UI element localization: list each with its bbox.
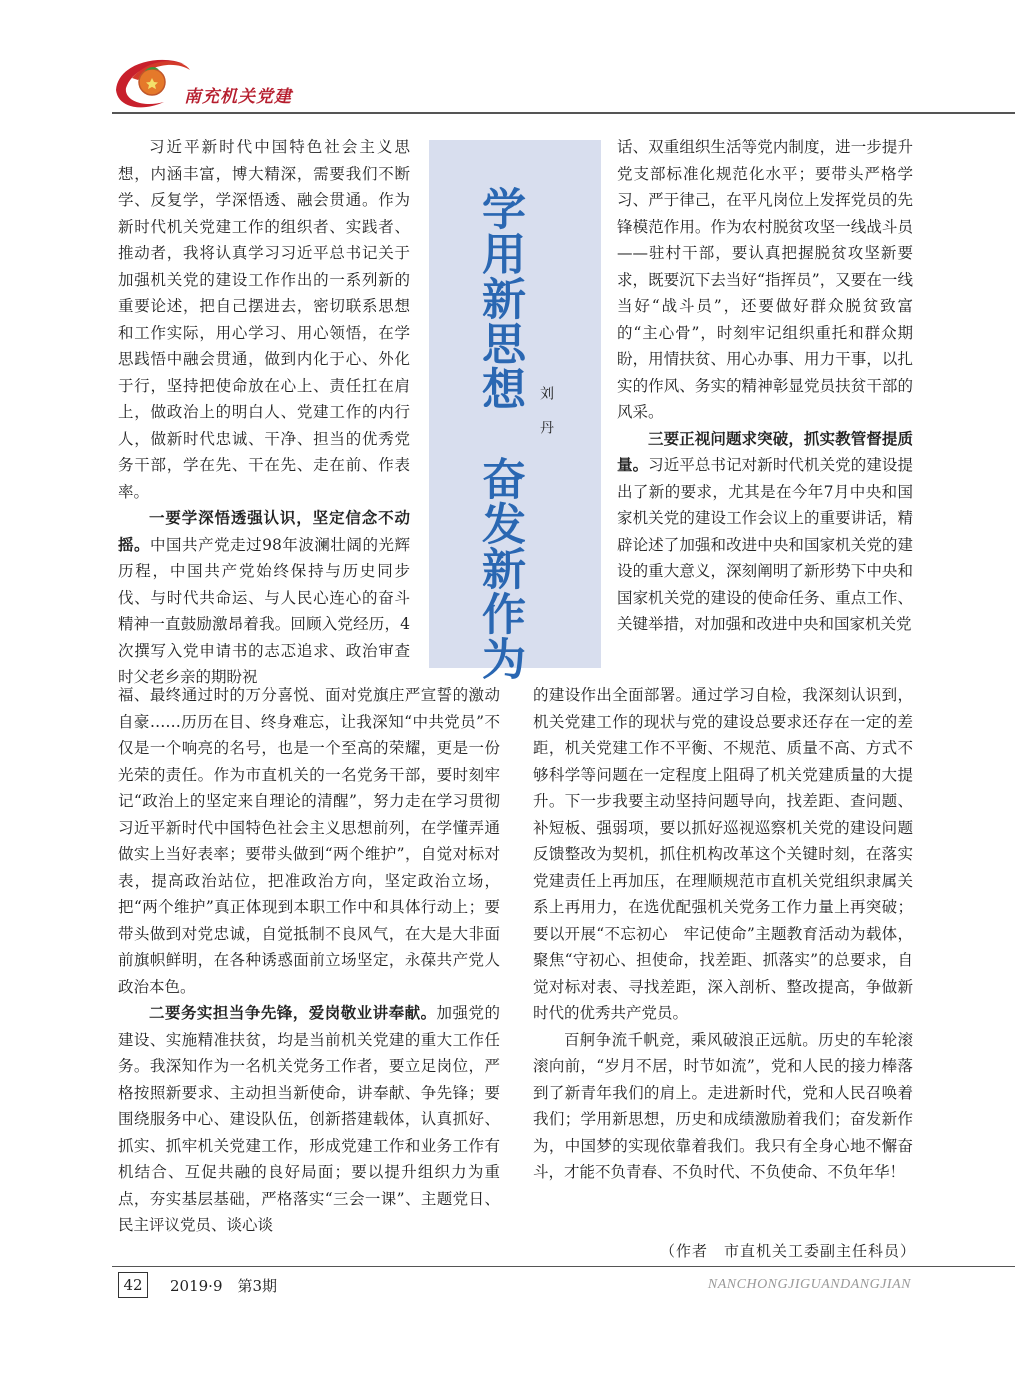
issue-info: 2019·9 第3期 bbox=[170, 1277, 278, 1295]
section-two-heading: 二要务实担当争先锋，爱岗敬业讲奉献。 bbox=[149, 1004, 437, 1022]
section-three-heading: 三要正视问题求突破，抓实教管督提质量。 bbox=[617, 429, 913, 474]
page-number: 42 bbox=[118, 1272, 148, 1298]
right-column-top bbox=[617, 134, 913, 638]
article-title: 学用新思想 奋发新作为 bbox=[474, 186, 525, 681]
section-one-paragraph bbox=[118, 505, 410, 691]
section-two-continued: 话、双重组织生活等党内制度，进一步提升党支部标准化规范化水平；要带头严格学习、严于律己，在平凡岗位上发挥党员的先锋模范作用。作为农村脱贫攻坚一线战斗员——驻村干部，要认真把握脱贫攻坚新要求，既要沉下去当好“指挥员”，又要在一线当好“战斗员”，还要做好群众脱贫致富的“主心骨”，时刻牢记组织重托和群众期盼，用情扶贫、用心办事、用力干事，以扎实的作风、务实的精神彰显党员扶贫干部的风采。 bbox=[617, 138, 913, 421]
left-column-bottom bbox=[118, 682, 500, 1239]
author-credit: （作者 市直机关工委副主任科员） bbox=[660, 1242, 917, 1260]
section-three-continued: 的建设作出全面部署。通过学习自检，我深刻认识到，机关党建工作的现状与党的建设总要求还存在一定的差距，机关党建工作不平衡、不规范、质量不高、方式不够科学等问题在一定程度上阻碍了机关党建质量的大提升。下一步我要主动坚持问题导向，找差距、查问题、补短板、强弱项，要以抓好巡视巡察机关党的建设问题反馈整改为契机，抓住机构改革这个关键时刻，在落实党建责任上再加压，在理顺规范市直机关党组织隶属关系上再用力，在选优配强机关党务工作力量上再突破；要以开展“不忘初心 牢记使命”主题教育活动为载体，聚焦“守初心、担使命，找差距、抓落实”的总要求，自觉对标对表、寻找差距，深入剖析、整改提高，争做新时代的优秀共产党员。 bbox=[533, 686, 913, 1022]
section-three-paragraph bbox=[617, 426, 913, 638]
section-one-body-a: 中国共产党走过98年波澜壮阔的光辉历程，中国共产党始终保持与历史同步伐、与时代共命运、与人民心连心的奋斗精神一直鼓励激昂着我。回顾入党经历，4次撰写入党申请书的志忑追求、政治审查时父老乡亲的期盼祝 bbox=[118, 535, 410, 686]
section-two-body: 加强党的建设、实施精准扶贫，均是当前机关党建的重大工作任务。我深知作为一名机关党务工作者，要立足岗位，严格按照新要求、主动担当新使命，讲奉献、争先锋；要围绕服务中心、建设队伍，创新搭建载体，认真抓好、抓实、抓牢机关党建工作，形成党建工作和业务工作有机结合、互促共融的良好局面；要以提升组织力为重点，夯实基层基础，严格落实“三会一课”、主题党日、民主评议党员、谈心谈 bbox=[118, 1004, 500, 1234]
header-rule bbox=[112, 112, 1015, 114]
article-author: 刘丹 bbox=[538, 386, 554, 454]
intro-paragraph: 习近平新时代中国特色社会主义思想，内涵丰富，博大精深，需要我们不断学、反复学，学深悟透、融会贯通。作为新时代机关党建工作的组织者、实践者、推动者，我将认真学习习近平总书记关于加强机关党的建设工作作出的一系列新的重要论述，把自己摆进去，密切联系思想和工作实际，用心学习、用心领悟，在学思践悟中融会贯通，做到内化于心、外化于行，坚持把使命放在心上、责任扛在肩上，做政治上的明白人、党建工作的内行人，做新时代忠诚、干净、担当的优秀党务干部，学在先、干在先、走在前、作表率。 bbox=[118, 138, 410, 501]
footer-rule bbox=[112, 1266, 1015, 1267]
right-column-bottom bbox=[533, 682, 913, 1186]
magazine-name-en: NANCHONGJIGUANDANGJIAN bbox=[707, 1277, 911, 1292]
section-two-paragraph bbox=[118, 1000, 500, 1239]
magazine-brand: 南充机关党建 bbox=[184, 87, 292, 107]
closing-paragraph: 百舸争流千帆竞，乘风破浪正远航。历史的车轮滚滚向前，“岁月不居，时节如流”，党和人民的接力棒落到了新青年我们的肩上。走进新时代，党和人民召唤着我们；学用新思想，历史和成绩激励着我们；奋发新作为，中国梦的实现依靠着我们。我只有全身心地不懈奋斗，才能不负青春、不负时代、不负使命、不负年华！ bbox=[533, 1030, 913, 1181]
magazine-logo-icon bbox=[112, 50, 192, 114]
section-one-heading: 一要学深悟透强认识，坚定信念不动摇。 bbox=[118, 509, 410, 554]
left-column-top bbox=[118, 134, 410, 691]
section-three-body-a: 习近平总书记对新时代机关党的建设提出了新的要求，尤其是在今年7月中央和国家机关党的建设工作会议上的重要讲话，精辟论述了加强和改进中央和国家机关党的建设的重大意义，深刻阐明了新形势下中央和国家机关党的建设的使命任务、重点工作、关键举措，对加强和改进中央和国家机关党 bbox=[617, 456, 913, 633]
section-one-continued: 福、最终通过时的万分喜悦、面对党旗庄严宣誓的激动自豪……历历在目、终身难忘，让我深知“中共党员”不仅是一个响亮的名号，也是一个至高的荣耀，更是一份光荣的责任。作为市直机关的一名党务干部，要时刻牢记“政治上的坚定来自理论的清醒”，努力走在学习贯彻习近平新时代中国特色社会主义思想前列，在学懂弄通做实上当好表率；要带头做到“两个维护”，自觉对标对表，提高政治站位，把准政治方向，坚定政治立场，把“两个维护”真正体现到本职工作中和具体行动上；要带头做到对党忠诚，自觉抵制不良风气，在大是大非面前旗帜鲜明，在各种诱惑面前立场坚定，永葆共产党人政治本色。 bbox=[118, 686, 500, 996]
